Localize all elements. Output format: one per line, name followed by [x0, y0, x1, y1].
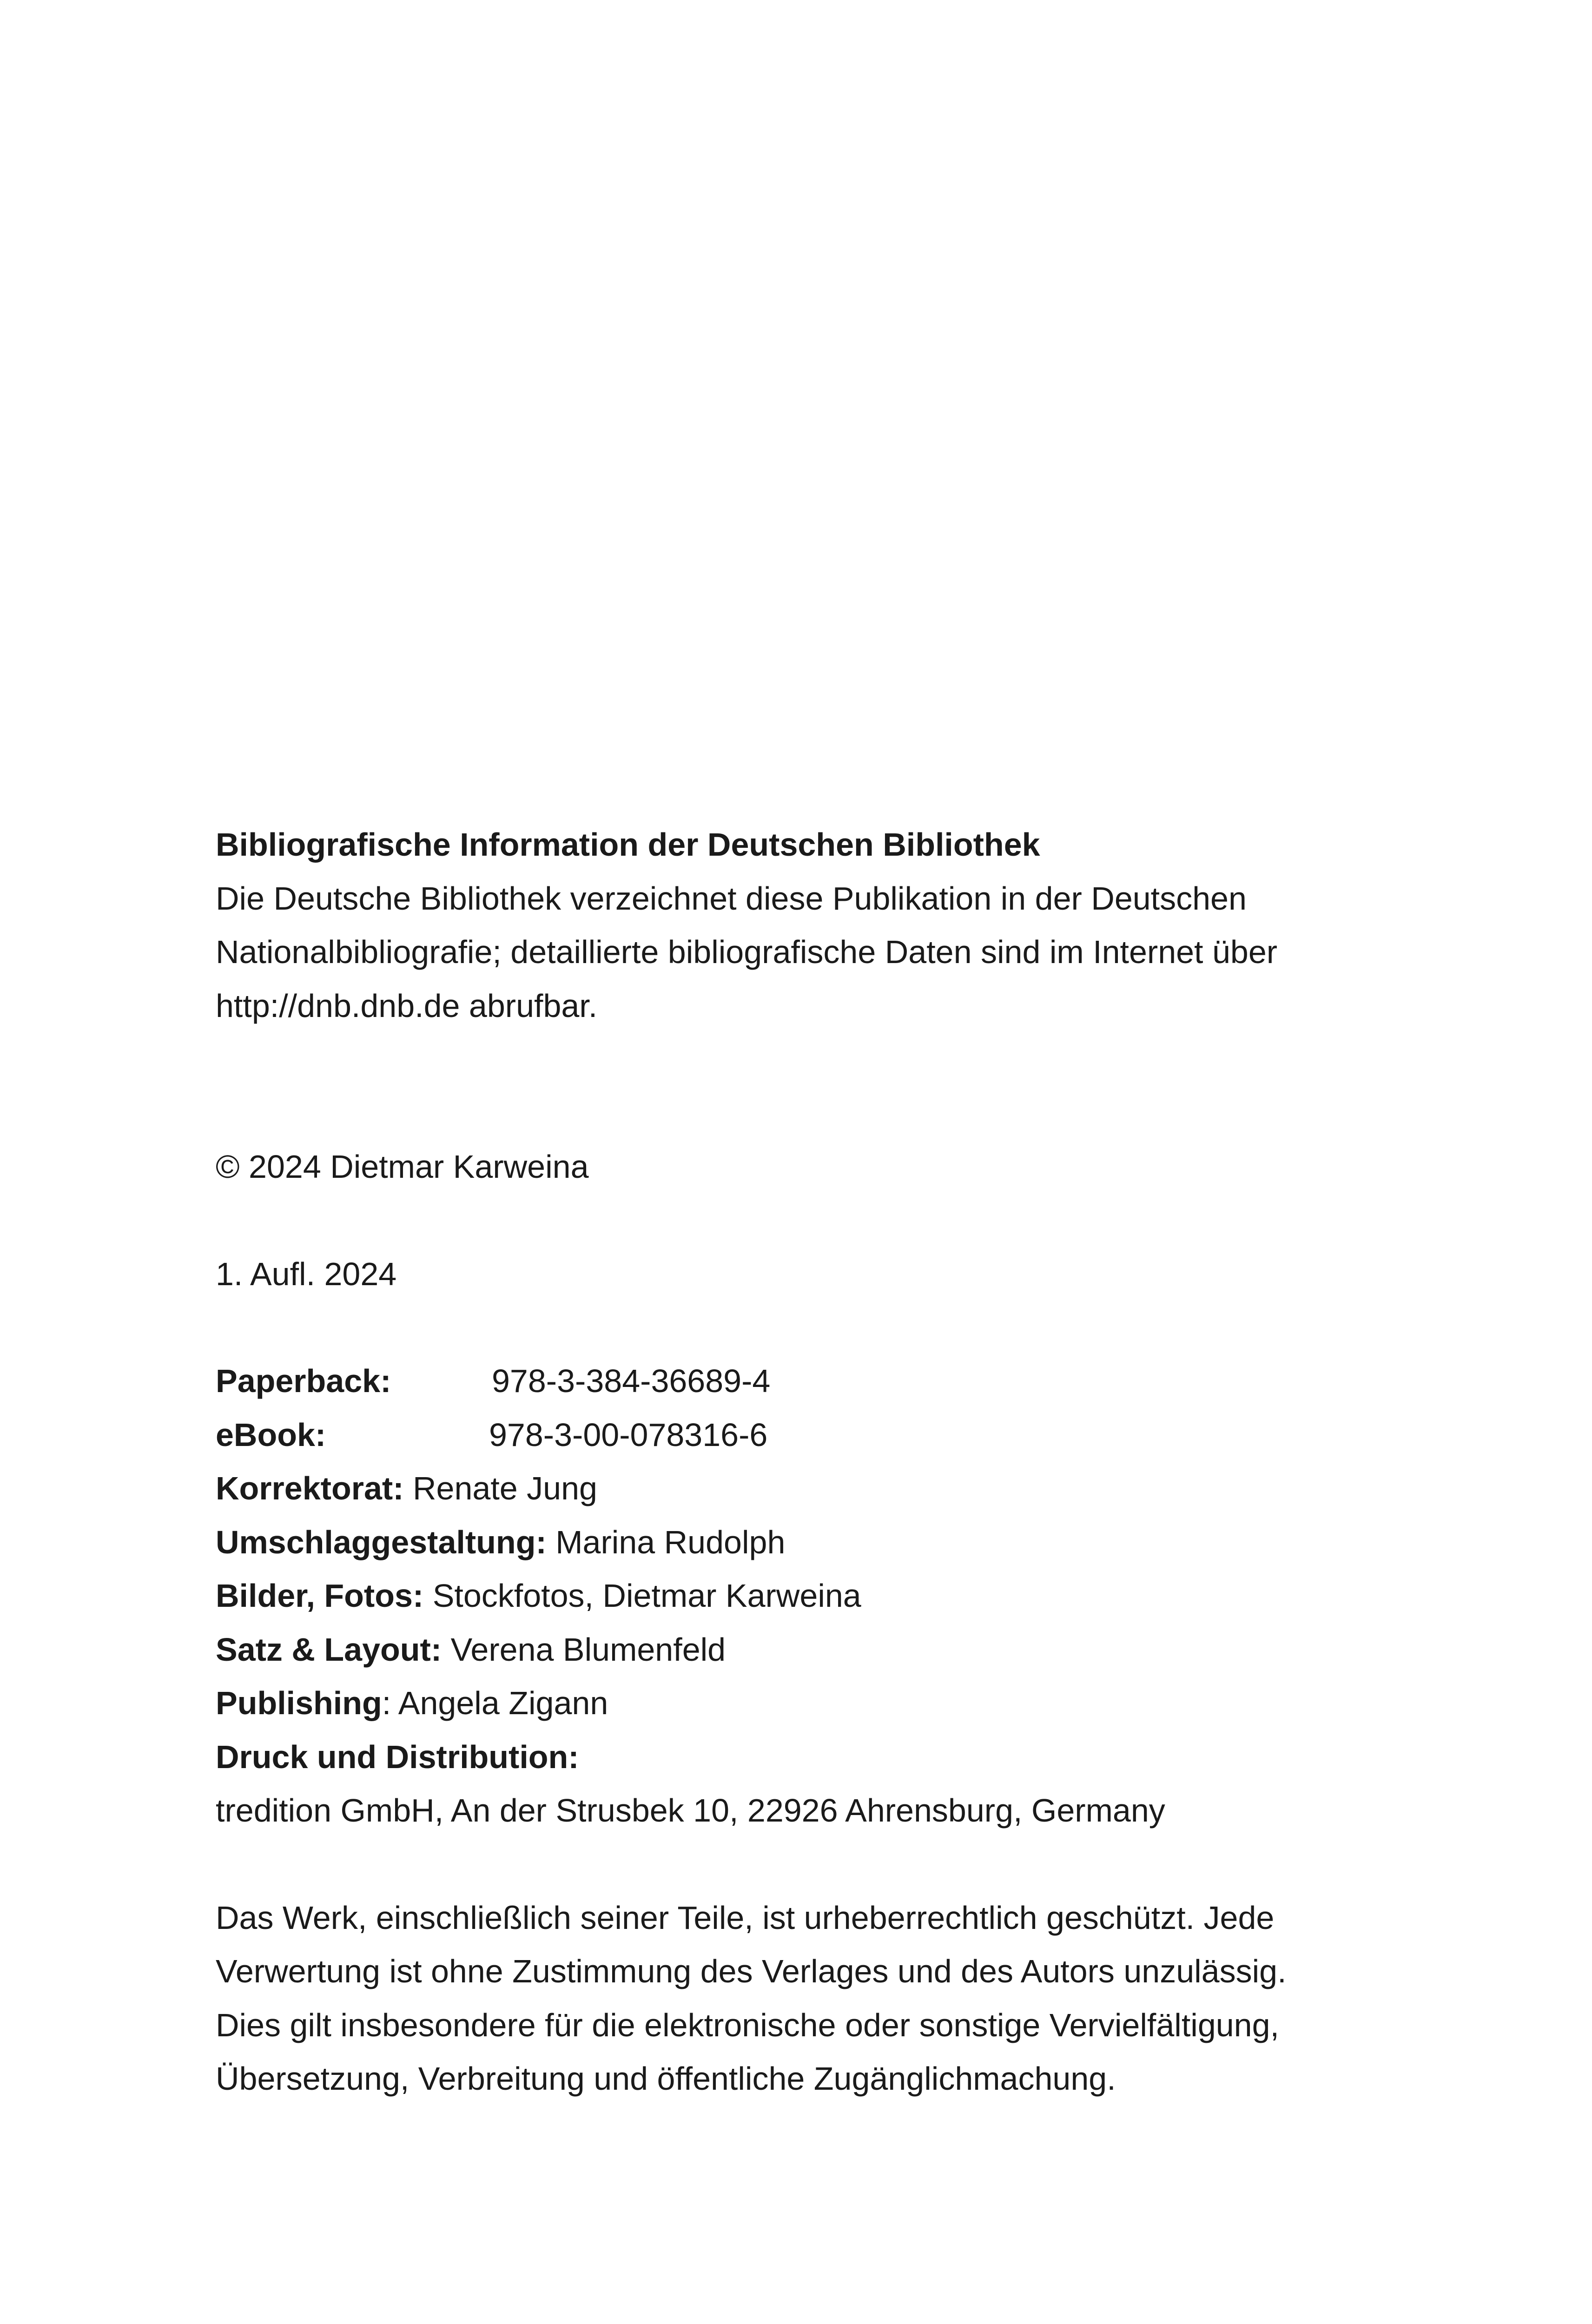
credit-row [216, 1516, 1406, 1570]
bibliographic-line: http://dnb.dnb.de abrufbar. [216, 987, 598, 1024]
isbn-paperback-value: 978-3-384-36689-4 [492, 1363, 771, 1399]
isbn-paperback-row [216, 1354, 1406, 1408]
copyright-line: © 2024 Dietmar Karweina [216, 1149, 589, 1185]
credit-value: Verena Blumenfeld [442, 1631, 726, 1668]
imprint-content [216, 818, 1406, 2106]
credit-label: Korrektorat: [216, 1470, 404, 1506]
credit-value: Stockfotos, Dietmar Karweina [423, 1578, 861, 1614]
credit-value: Renate Jung [403, 1470, 597, 1506]
notice-line: Verwertung ist ohne Zustimmung des Verlages und des Autors unzulässig. [216, 1953, 1287, 1989]
distribution-value: tredition GmbH, An der Strusbek 10, 22926 Ahrensburg, Germany [216, 1792, 1165, 1829]
bibliographic-heading: Bibliografische Information der Deutschen Bibliothek [216, 826, 1040, 863]
credit-row [216, 1569, 1406, 1623]
notice-line: Dies gilt insbesondere für die elektronische oder sonstige Vervielfältigung, [216, 2007, 1279, 2043]
bibliographic-line: Nationalbibliografie; detaillierte bibliografische Daten sind im Internet über [216, 934, 1278, 970]
spacer [216, 1194, 1406, 1248]
distribution-label: Druck und Distribution: [216, 1738, 579, 1775]
notice-line: Das Werk, einschließlich seiner Teile, ist urheberrechtlich geschützt. Jede [216, 1899, 1275, 1936]
spacer [216, 1838, 1406, 1891]
credit-row [216, 1623, 1406, 1677]
isbn-paperback-label: Paperback: [216, 1363, 391, 1399]
credit-label: Umschlaggestaltung: [216, 1524, 547, 1560]
credit-label: Satz & Layout: [216, 1631, 442, 1668]
credit-value: : Angela Zigann [382, 1685, 608, 1721]
credit-label: Publishing [216, 1685, 382, 1721]
isbn-ebook-value: 978-3-00-078316-6 [489, 1416, 768, 1453]
edition-line: 1. Aufl. 2024 [216, 1255, 397, 1292]
credit-row [216, 1462, 1406, 1516]
isbn-ebook-row [216, 1408, 1406, 1462]
spacer [216, 1033, 1406, 1140]
notice-line: Übersetzung, Verbreitung und öffentliche Zugänglichmachung. [216, 2060, 1116, 2097]
credit-value: Marina Rudolph [546, 1524, 786, 1560]
credit-label: Bilder, Fotos: [216, 1578, 424, 1614]
credit-row [216, 1677, 1406, 1730]
bibliographic-line: Die Deutsche Bibliothek verzeichnet diese Publikation in der Deutschen [216, 880, 1247, 917]
isbn-ebook-label: eBook: [216, 1416, 326, 1453]
spacer [216, 1301, 1406, 1354]
